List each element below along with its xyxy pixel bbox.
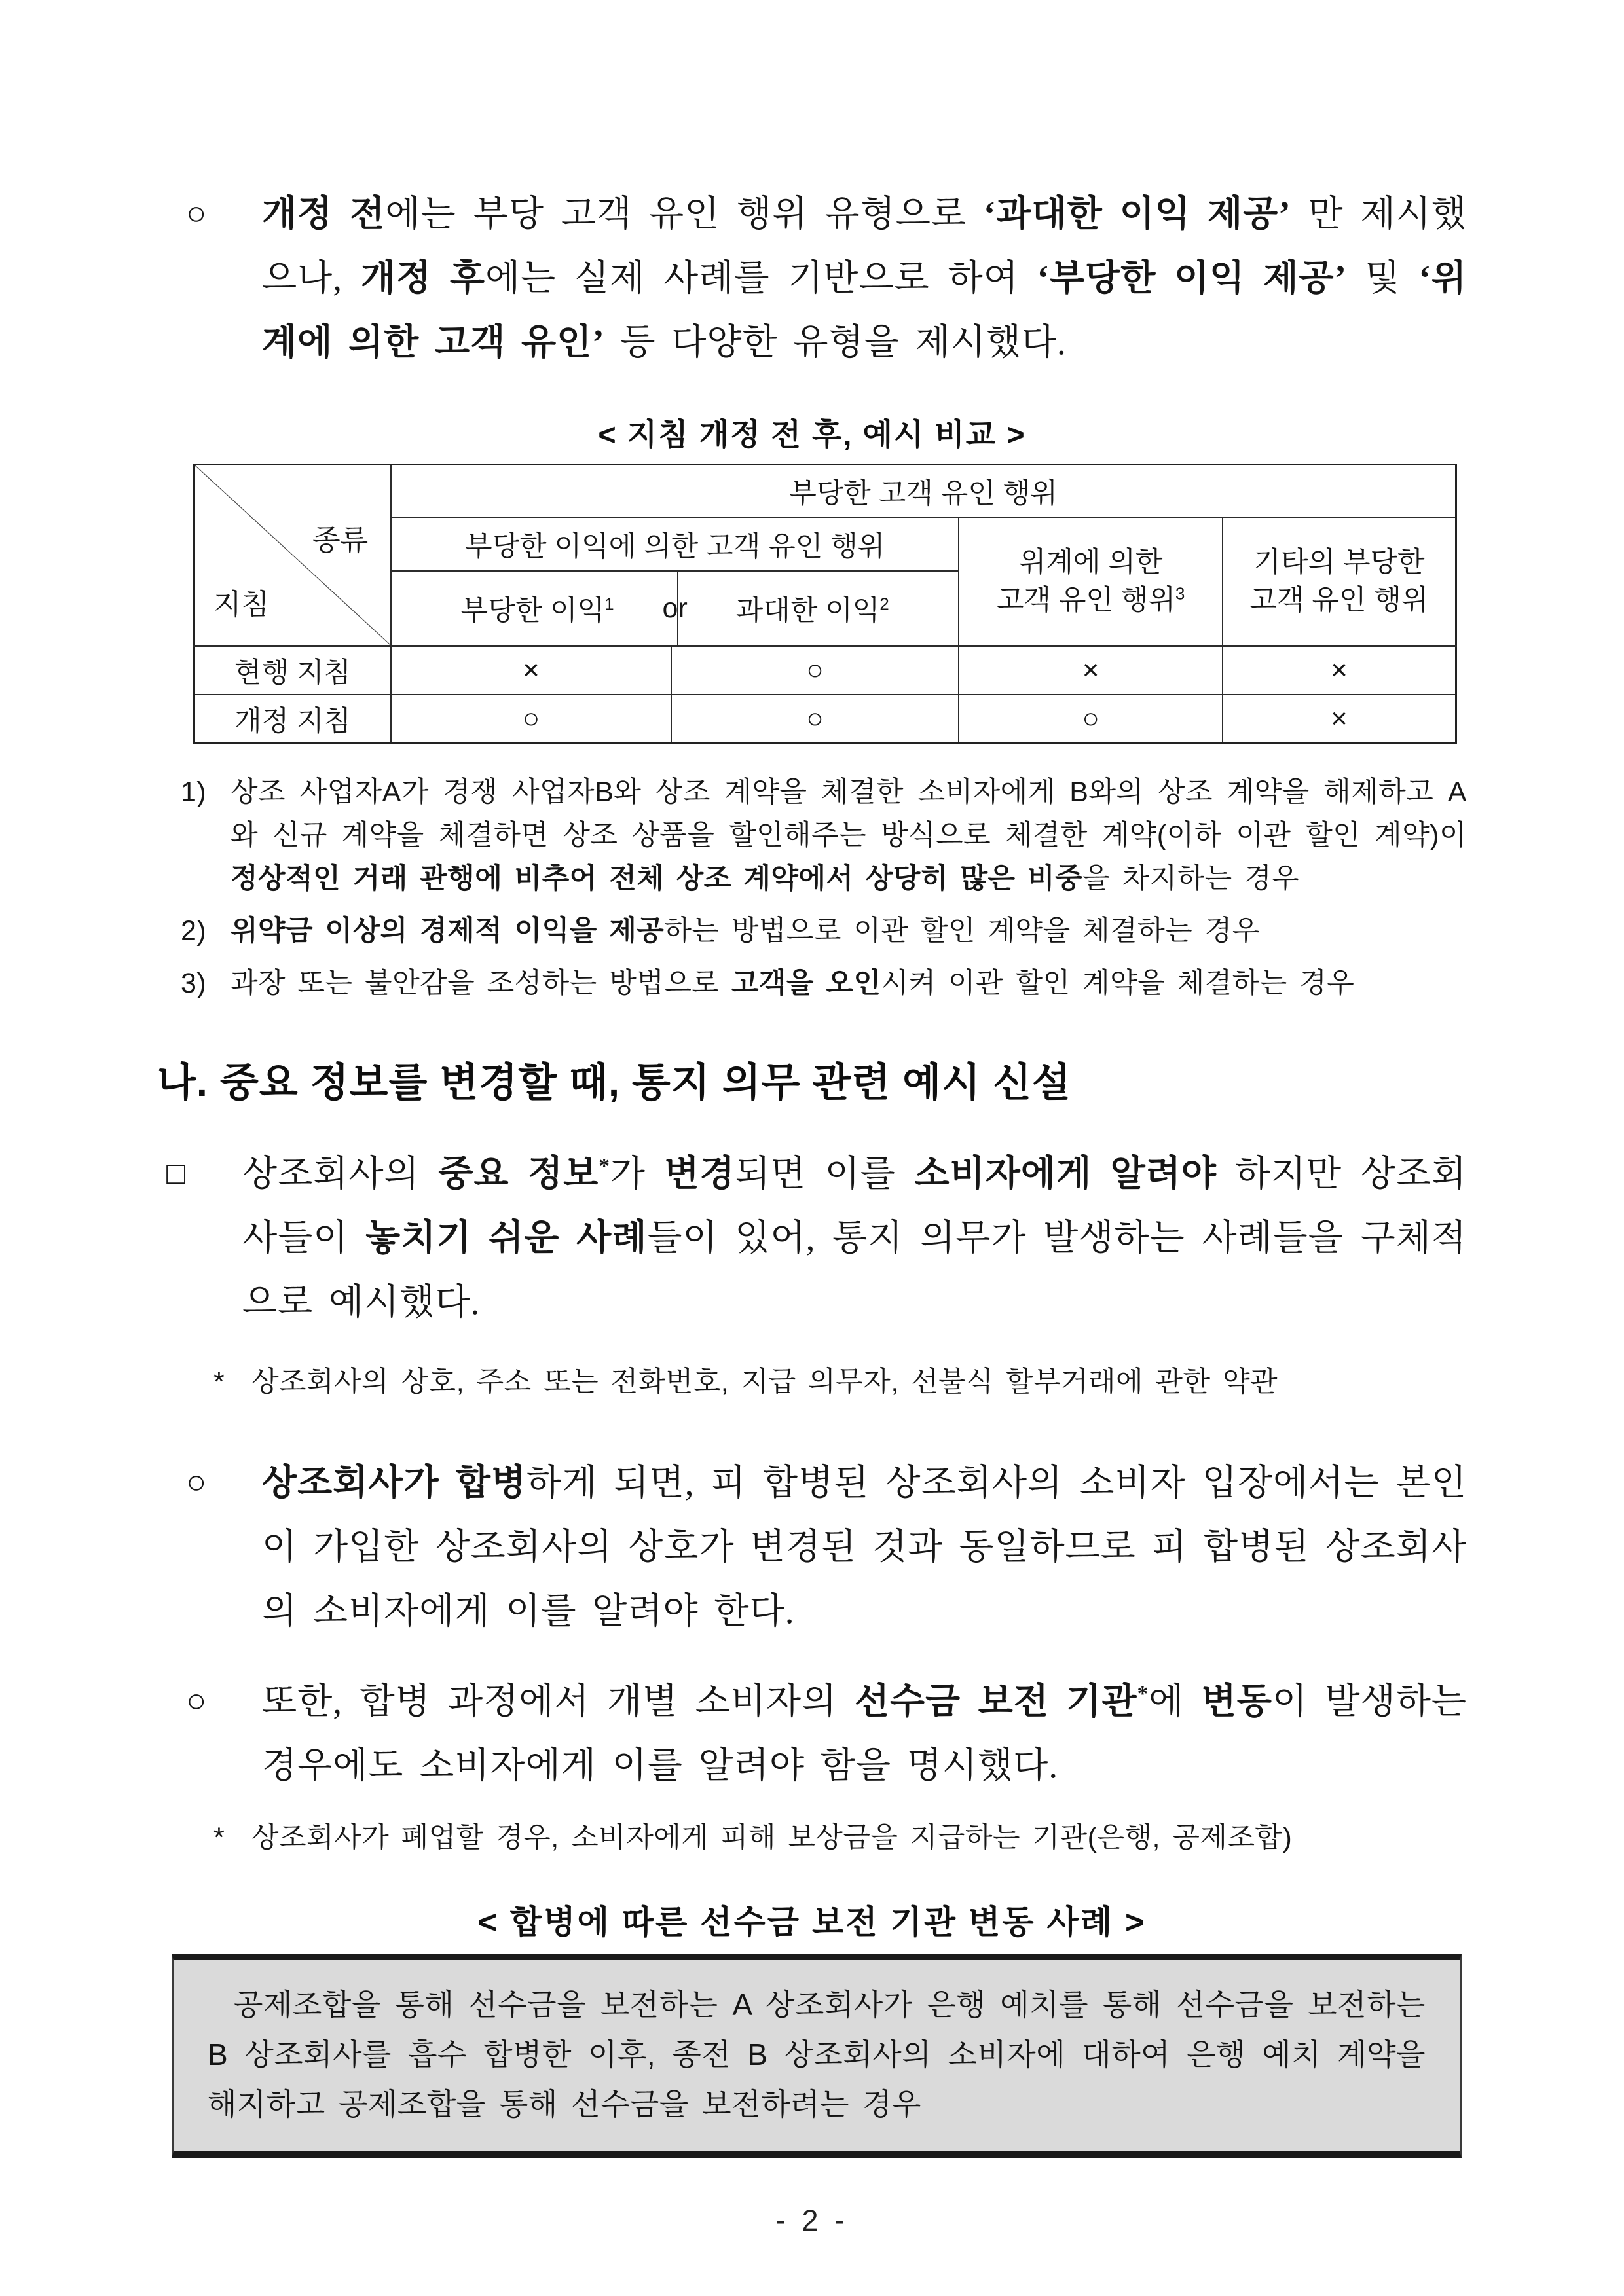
table-footnotes bbox=[157, 771, 1467, 1005]
example-box-text: 공제조합을 통해 선수금을 보전하는 A 상조회사가 은행 예치를 통해 선수금을 보전하는 B 상조회사를 흡수 합병한 이후, 종전 B 상조회사의 소비자에 대하여 은행 예치 계약을 해지하고 공제조합을 통해 선수금을 보전하려는 경우 bbox=[208, 1988, 1426, 2121]
footnote-2-marker: 2) bbox=[181, 915, 207, 947]
footnote-3-marker: 3) bbox=[181, 968, 207, 999]
footnote-deposit-institution bbox=[157, 1816, 1467, 1859]
cell-current-excessive: ○ bbox=[671, 646, 959, 695]
para-amendment-types bbox=[157, 182, 1467, 374]
para-important-info-change-text: 상조회사의 중요 정보*가 변경되면 이를 소비자에게 알려야 하지만 상조회사들이 놓치기 쉬운 사례들이 있어, 통지 의무가 발생하는 사례들을 구체적으로 예시했다. bbox=[242, 1154, 1467, 1322]
section-heading: 나. 중요 정보를 변경할 때, 통지 의무 관련 예시 신설 bbox=[157, 1060, 1071, 1104]
para-merger-notice-text: 상조회사가 합병하게 되면, 피 합병된 상조회사의 소비자 입장에서는 본인이 가입한 상조회사의 상호가 변경된 것과 동일하므로 피 합병된 상조회사의 소비자에게 이를 알려야 한다. bbox=[262, 1463, 1467, 1631]
subheader-deception-line1: 위계에 의한 bbox=[1018, 547, 1163, 578]
table-corner-cell bbox=[194, 465, 392, 646]
footnote-important-info bbox=[157, 1360, 1467, 1404]
footnote-3 bbox=[157, 962, 1467, 1005]
subheader-other-line1: 기타의 부당한 bbox=[1253, 547, 1425, 578]
footnote-2 bbox=[157, 909, 1467, 953]
row-label-revised: 개정 지침 bbox=[194, 695, 392, 744]
cell-revised-other: × bbox=[1223, 695, 1456, 744]
square-bullet-icon: □ bbox=[166, 1156, 186, 1191]
table-subheader-benefit-split bbox=[391, 571, 959, 646]
footnote-1-marker: 1) bbox=[181, 776, 207, 808]
para-deposit-institution-change-text: 또한, 합병 과정에서 개별 소비자의 선수금 보전 기관*에 변동이 발생하는 경우에도 소비자에게 이를 알려야 함을 명시했다. bbox=[262, 1681, 1467, 1785]
footnote-important-info-marker: * bbox=[213, 1366, 225, 1398]
para-important-info-change bbox=[157, 1142, 1467, 1334]
subheader-or-label: or bbox=[662, 592, 688, 624]
table-subheader-unfair-benefit: 부당한 이익에 의한 고객 유인 행위 bbox=[391, 517, 959, 571]
example-box-title: < 합병에 따른 선수금 보전 기관 변동 사례 > bbox=[477, 1904, 1147, 1941]
footnote-1 bbox=[157, 771, 1467, 900]
cell-revised-unfair: ○ bbox=[391, 695, 671, 744]
cell-current-unfair: × bbox=[391, 646, 671, 695]
table-row-current bbox=[194, 646, 1456, 695]
footnote-3-text: 과장 또는 불안감을 조성하는 방법으로 고객을 오인시켜 이관 할인 계약을 체결하는 경우 bbox=[231, 968, 1355, 999]
row-label-current: 현행 지침 bbox=[194, 646, 392, 695]
cell-current-other: × bbox=[1223, 646, 1456, 695]
circle-bullet-icon: ○ bbox=[186, 195, 208, 232]
footnote-deposit-institution-marker: * bbox=[213, 1822, 225, 1853]
corner-label-guideline: 지침 bbox=[213, 589, 270, 621]
cell-revised-deception: ○ bbox=[959, 695, 1223, 744]
table-row-revised bbox=[194, 695, 1456, 744]
footnote-2-text: 위약금 이상의 경제적 이익을 제공하는 방법으로 이관 할인 계약을 체결하는 경우 bbox=[231, 915, 1260, 947]
footnote-deposit-institution-text: 상조회사가 폐업할 경우, 소비자에게 피해 보상금을 지급하는 기관(은행, 공제조합) bbox=[251, 1822, 1293, 1853]
page-number: - 2 - bbox=[775, 2204, 848, 2237]
footnote-1-text: 상조 사업자A가 경쟁 사업자B와 상조 계약을 체결한 소비자에게 B와의 상조 계약을 해제하고 A와 신규 계약을 체결하면 상조 상품을 할인해주는 방식으로 체결한 계약(이하 이관 할인 계약)이 정상적인 거래 관행에 비추어 전체 상조 계약에서 상당히 많은 비중을 차지하는 경우 bbox=[231, 776, 1467, 894]
corner-label-type: 종류 bbox=[312, 524, 369, 556]
para-amendment-types-text: 개정 전에는 부당 고객 유인 행위 유형으로 ‘과대한 이익 제공’ 만 제시했으나, 개정 후에는 실제 사례를 기반으로 하여 ‘부당한 이익 제공’ 및 ‘위계에 의한 고객 유인’ 등 다양한 유형을 제시했다. bbox=[262, 194, 1467, 362]
circle-bullet-icon: ○ bbox=[186, 1683, 208, 1720]
circle-bullet-icon: ○ bbox=[186, 1464, 208, 1501]
table-subheader-deception bbox=[959, 517, 1223, 646]
comparison-table bbox=[193, 464, 1457, 744]
cell-revised-excessive: ○ bbox=[671, 695, 959, 744]
example-box bbox=[172, 1954, 1462, 2158]
table-subheader-other bbox=[1223, 517, 1456, 646]
table-title: < 지침 개정 전 후, 예시 비교 > bbox=[598, 417, 1026, 452]
footnote-important-info-text: 상조회사의 상호, 주소 또는 전화번호, 지급 의무자, 선불식 할부거래에 관한 약관 bbox=[251, 1366, 1278, 1398]
para-deposit-institution-change bbox=[157, 1669, 1467, 1798]
cell-current-deception: × bbox=[959, 646, 1223, 695]
subheader-excessive-benefit-label: 과대한 이익$^2$ bbox=[735, 594, 889, 627]
table-group-header: 부당한 고객 유인 행위 bbox=[391, 465, 1456, 518]
page-content bbox=[157, 0, 1467, 2238]
para-merger-notice bbox=[157, 1451, 1467, 1643]
subheader-unfair-benefit-label: 부당한 이익$^1$ bbox=[460, 594, 614, 627]
subheader-deception-line2: 고객 유인 행위$^3$ bbox=[996, 585, 1185, 616]
subheader-other-line2: 고객 유인 행위 bbox=[1249, 585, 1429, 616]
